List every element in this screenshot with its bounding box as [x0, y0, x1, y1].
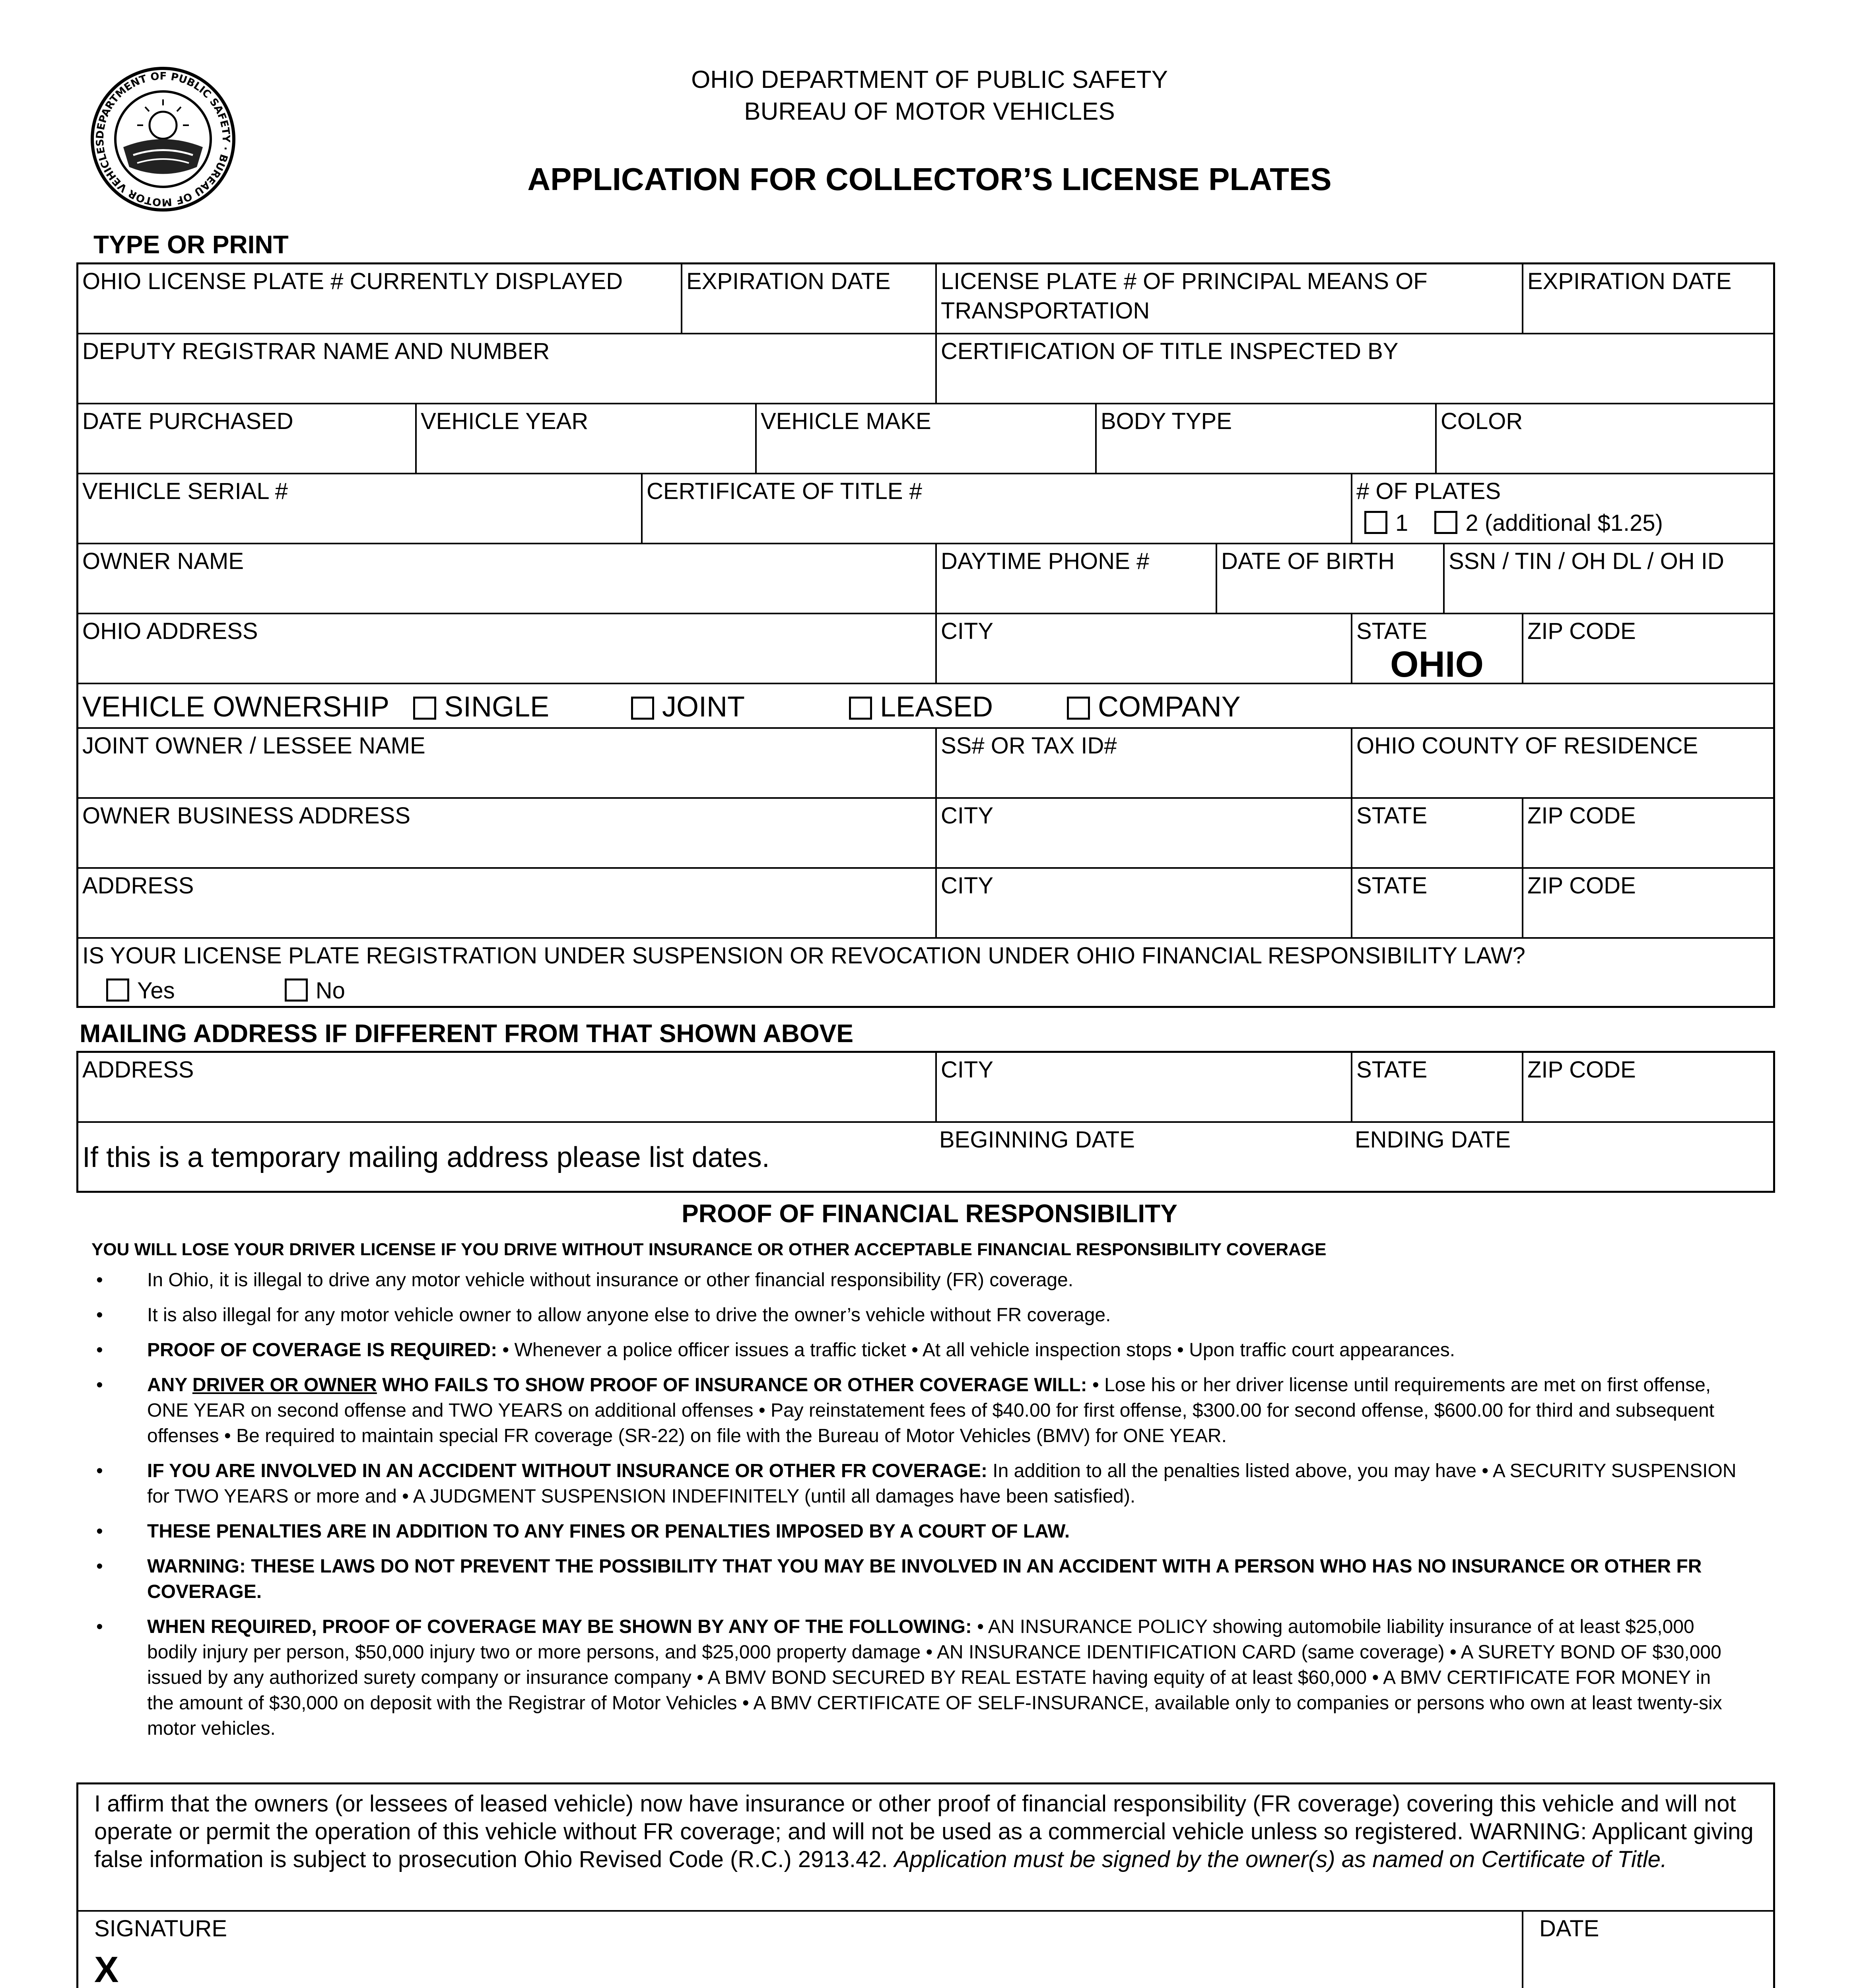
certificate-of-title-field[interactable]: CERTIFICATE OF TITLE # [641, 474, 1351, 543]
certification-inspected-field[interactable]: CERTIFICATION OF TITLE INSPECTED BY [935, 334, 1775, 403]
deputy-registrar-field[interactable]: DEPUTY REGISTRAR NAME AND NUMBER [82, 338, 550, 364]
plates-1-checkbox[interactable] [1364, 511, 1387, 534]
financial-warning: YOU WILL LOSE YOUR DRIVER LICENSE IF YOU DRIVE WITHOUT INSURANCE OR OTHER ACCEPTABLE FINANCIAL RESPONSIBILITY COVERAGE [91, 1240, 1327, 1259]
address-state-field[interactable]: STATE [1351, 869, 1522, 937]
beginning-date-field[interactable]: BEGINNING DATE [939, 1127, 1135, 1153]
daytime-phone-field[interactable]: DAYTIME PHONE # [935, 544, 1216, 613]
financial-title: PROOF OF FINANCIAL RESPONSIBILITY [682, 1199, 1177, 1228]
mailing-title: MAILING ADDRESS IF DIFFERENT FROM THAT SHOWN ABOVE [80, 1019, 853, 1048]
address-field[interactable]: ADDRESS [82, 873, 194, 899]
principal-plate-field[interactable]: LICENSE PLATE # OF PRINCIPAL MEANS OF TRANSPORTATION [935, 264, 1522, 333]
mailing-address-field[interactable]: ADDRESS [82, 1057, 194, 1083]
owner-name-field[interactable]: OWNER NAME [82, 548, 244, 574]
county-field[interactable]: OHIO COUNTY OF RESIDENCE [1351, 729, 1775, 797]
financial-bullets [91, 1268, 1742, 1751]
list-item: • It is also illegal for any motor vehicle owner to allow anyone else to drive the owner’s vehicle without FR coverage. [96, 1305, 1111, 1326]
list-item: • WARNING: THESE LAWS DO NOT PREVENT THE POSSIBILITY THAT YOU MAY BE INVOLVED IN AN ACCIDENT WITH A PERSON WHO HAS NO INSURANCE OR OTHER FR COVERAGE. [96, 1556, 1702, 1602]
body-type-field[interactable]: BODY TYPE [1095, 404, 1435, 473]
suspension-no-checkbox[interactable] [285, 978, 308, 1002]
address-city-field[interactable]: CITY [935, 869, 1351, 937]
list-item: • WHEN REQUIRED, PROOF OF COVERAGE MAY BE SHOWN BY ANY OF THE FOLLOWING: • AN INSURANCE POLICY showing automobile liability insurance of at least $25,000 bodily injury per person, $50,000 injury two or more persons, and $25,000 property damage • AN INSURANCE IDENTIFICATION CARD (same coverage) • A SURETY BOND OF $30,000 issued by any authorized surety company or insurance company • A BMV BOND SECURED BY REAL ESTATE having equity of at least $60,000 • A BMV CERTIFICATE FOR MONEY in the amount of $30,000 on deposit with the Registrar of Motor Vehicles • A BMV CERTIFICATE OF SELF-INSURANCE, available only to companies or persons who own at least twenty-six motor vehicles. [96, 1616, 1722, 1739]
suspension-yes-checkbox[interactable] [106, 978, 129, 1002]
affirmation-text: I affirm that the owners (or lessees of leased vehicle) now have insurance or other proof of financial responsibility (FR coverage) covering this vehicle and will not operate or permit the operation of this vehicle without FR coverage; and will not be used as a commercial vehicle unless so registered. WARNING: Applicant giving false information is subject to prosecution Ohio Revised Code (R.C.) 2913.42. Application must be signed by the owner(s) as named on Certificate of Title. [94, 1791, 1754, 1872]
business-zip-field[interactable]: ZIP CODE [1522, 799, 1775, 867]
mailing-state-field[interactable]: STATE [1351, 1053, 1522, 1121]
address-zip-field[interactable]: ZIP CODE [1522, 869, 1775, 937]
vehicle-year-field[interactable]: VEHICLE YEAR [415, 404, 755, 473]
ss-tax-id-field[interactable]: SS# OR TAX ID# [935, 729, 1351, 797]
signature-field[interactable]: SIGNATURE X [94, 1916, 227, 1988]
zip-code-field[interactable]: ZIP CODE [1522, 614, 1775, 683]
list-item: • PROOF OF COVERAGE IS REQUIRED: • Whenever a police officer issues a traffic ticket • At all vehicle inspection stops • Upon traffic court appearances. [96, 1340, 1455, 1361]
plates-2-checkbox[interactable] [1434, 511, 1457, 534]
list-item: • IF YOU ARE INVOLVED IN AN ACCIDENT WITHOUT INSURANCE OR OTHER FR COVERAGE: In addition to all the penalties listed above, you may have • A SECURITY SUSPENSION for TWO YEARS or more and • A JUDGMENT SUSPENSION INDEFINITELY (until all damages have been satisfied). [96, 1460, 1737, 1507]
business-city-field[interactable]: CITY [935, 799, 1351, 867]
ssn-field[interactable]: SSN / TIN / OH DL / OH ID [1443, 544, 1775, 613]
ownership-joint-checkbox[interactable] [631, 697, 654, 720]
state-field: STATE OHIO [1351, 614, 1522, 683]
type-or-print: TYPE OR PRINT [93, 230, 289, 259]
list-item: • In Ohio, it is illegal to drive any motor vehicle without insurance or other financial responsibility (FR) coverage. [96, 1270, 1074, 1291]
city-field[interactable]: CITY [935, 614, 1351, 683]
suspension-question-row: IS YOUR LICENSE PLATE REGISTRATION UNDER SUSPENSION OR REVOCATION UNDER OHIO FINANCIAL RESPONSIBILITY LAW? Yes No [82, 943, 1525, 1004]
principal-expiration-field[interactable]: EXPIRATION DATE [1522, 264, 1775, 333]
signature-date-field[interactable]: DATE [1522, 1912, 1775, 1988]
ending-date-field[interactable]: ENDING DATE [1355, 1127, 1511, 1153]
ownership-company-checkbox[interactable] [1067, 697, 1090, 720]
date-purchased-field[interactable]: DATE PURCHASED [82, 408, 293, 434]
list-item: • THESE PENALTIES ARE IN ADDITION TO ANY FINES OR PENALTIES IMPOSED BY A COURT OF LAW. [96, 1521, 1070, 1542]
affirmation-box [76, 1782, 1775, 1988]
mailing-zip-field[interactable]: ZIP CODE [1522, 1053, 1775, 1121]
num-plates-field: # OF PLATES 1 2 (additional $1.25) [1351, 474, 1775, 543]
business-address-field[interactable]: OWNER BUSINESS ADDRESS [82, 803, 411, 829]
vehicle-ownership-row: VEHICLE OWNERSHIP SINGLE JOINT LEASED COMPANY [82, 691, 1241, 723]
list-item: • ANY DRIVER OR OWNER WHO FAILS TO SHOW PROOF OF INSURANCE OR OTHER COVERAGE WILL: • Lose his or her driver license until requirements are met on first offense, ONE YEAR on second offense and TWO YEARS on additional offenses • Pay reinstatement fees of $40.00 for first offense, $300.00 for second offense, $600.00 for third and subsequent offenses • Be required to maintain special FR coverage (SR-22) on file with the Bureau of Motor Vehicles (BMV) for ONE YEAR. [96, 1375, 1715, 1446]
joint-owner-field[interactable]: JOINT OWNER / LESSEE NAME [82, 733, 425, 759]
department-name: OHIO DEPARTMENT OF PUBLIC SAFETY [691, 66, 1168, 93]
ohio-address-field[interactable]: OHIO ADDRESS [82, 618, 258, 644]
state-value: OHIO [1390, 644, 1484, 685]
plate-displayed-field[interactable]: OHIO LICENSE PLATE # CURRENTLY DISPLAYED [82, 268, 623, 294]
mailing-grid [76, 1051, 1775, 1193]
vehicle-make-field[interactable]: VEHICLE MAKE [755, 404, 1095, 473]
temp-address-note: If this is a temporary mailing address please list dates. [82, 1142, 770, 1173]
expiration-date-field[interactable]: EXPIRATION DATE [681, 264, 935, 333]
form-title: APPLICATION FOR COLLECTOR’S LICENSE PLATES [527, 161, 1332, 197]
vehicle-owner-grid [76, 262, 1775, 1008]
ownership-single-checkbox[interactable] [413, 697, 436, 720]
ownership-leased-checkbox[interactable] [849, 697, 872, 720]
mailing-city-field[interactable]: CITY [935, 1053, 1351, 1121]
date-of-birth-field[interactable]: DATE OF BIRTH [1216, 544, 1443, 613]
color-field[interactable]: COLOR [1435, 404, 1775, 473]
business-state-field[interactable]: STATE [1351, 799, 1522, 867]
bureau-name: BUREAU OF MOTOR VEHICLES [744, 98, 1115, 125]
svg-text:DEPARTMENT OF PUBLIC SAFETY ·: DEPARTMENT OF PUBLIC SAFETY · BUREAU OF MOTOR VEHICLES [94, 70, 232, 208]
vehicle-serial-field[interactable]: VEHICLE SERIAL # [82, 478, 288, 504]
